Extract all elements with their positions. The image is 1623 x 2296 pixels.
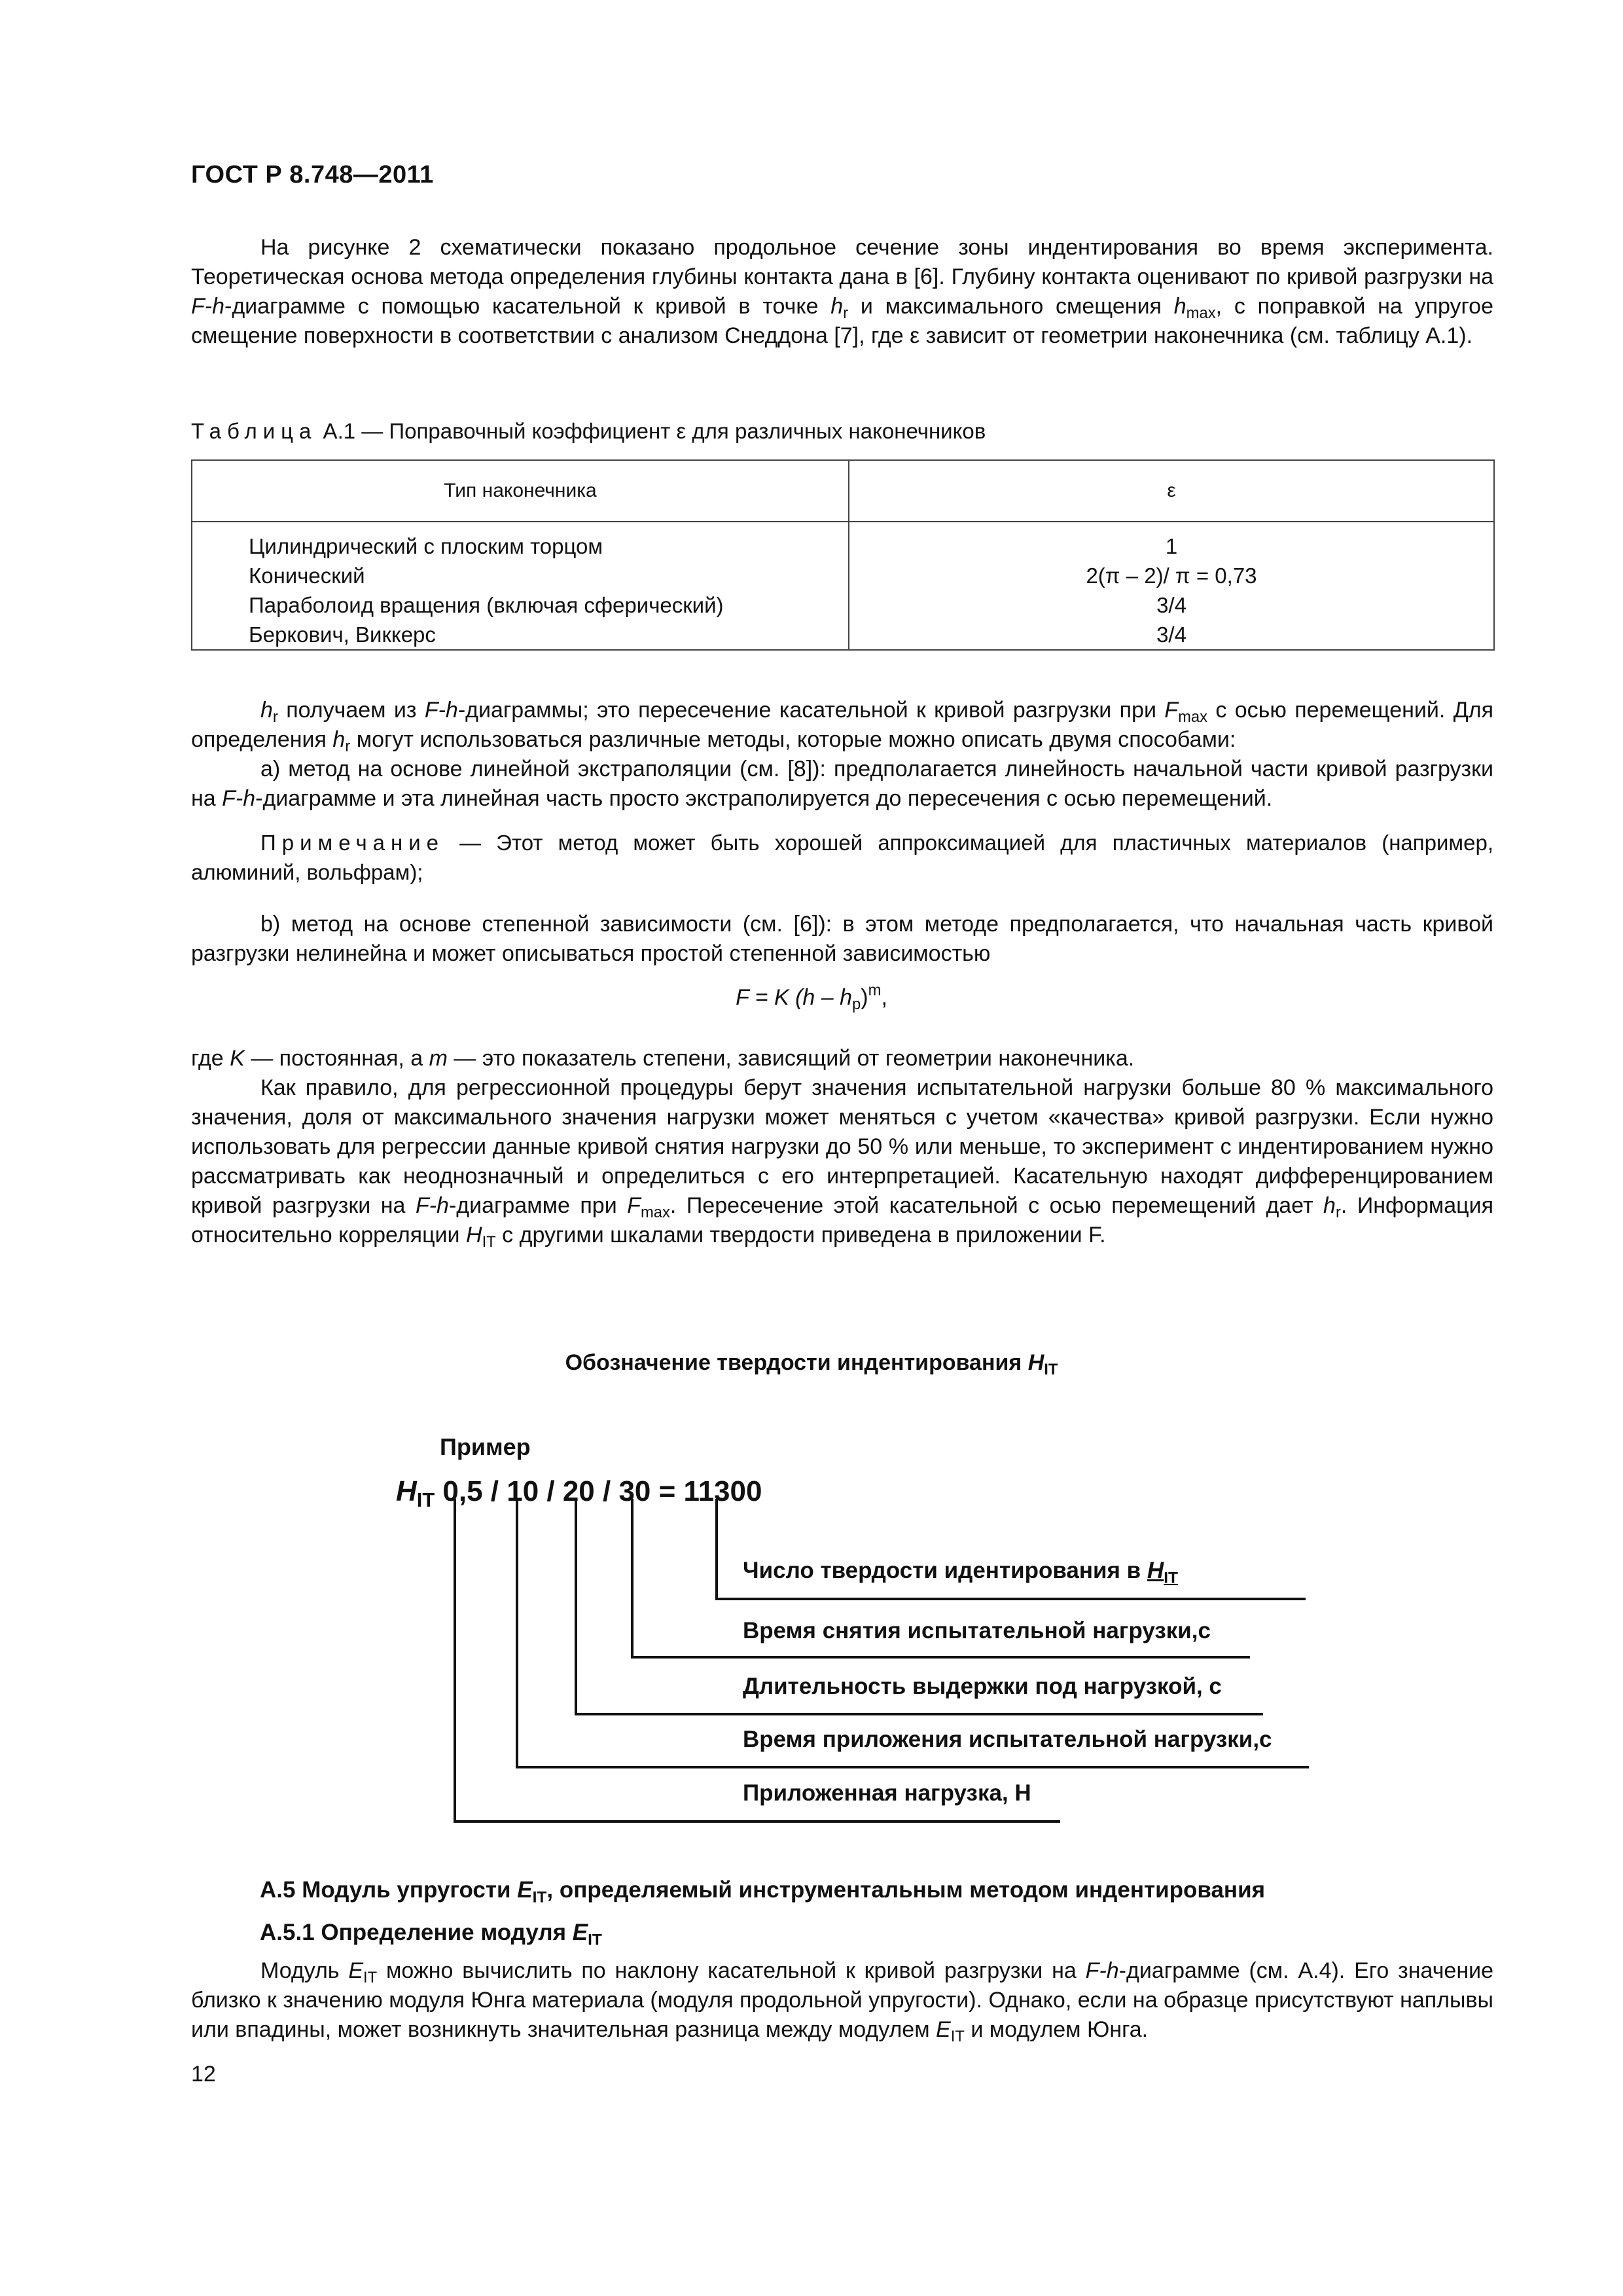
paragraph-modulus: Модуль $E_{IT}$ можно вычислить по наклону касательной к кривой разгрузки на F-h-диаграмме (см. А.4). Его значение близко к значению модуля Юнга материала (модуля продольной упругости). Однако, если на образце присутствуют наплывы или впадины, может возникнуть значительная разница между модулем $E_{IT}$ и модулем Юнга.: [191, 1958, 1493, 2046]
note: Примечание — Этот метод может быть хорошей аппроксимацией для пластичных материалов (например, алюминий, вольфрам);: [191, 831, 1493, 884]
paragraph-method-b: b) метод на основе степенной зависимости (см. [6]): в этом методе предполагается, что начальная часть кривой разгрузки нелинейна и может описываться простой степенной зависимостью: [191, 912, 1493, 966]
example-label: Пример: [440, 1433, 531, 1460]
page-number: 12: [191, 2062, 216, 2087]
paragraph-contact-depth: На рисунке 2 схематически показано продольное сечение зоны индентирования во время эксперимента. Теоретическая основа метода определения глубины контакта дана в [6]. Глубину контакта оценивают по кривой разгрузки на F-h-диаграмме с помощью касательной к кривой в точке $h_r$ и максимального смещения $h_{max}$, с поправкой на упругое смещение поверхности в соответствии с анализом Снеддона [7], где ε зависит от геометрии наконечника (см. таблицу А.1).: [191, 235, 1493, 348]
section-heading-a51: А.5.1 Определение модуля $E_{IT}$: [260, 1920, 602, 1949]
power-law-equation: F = K $(h - h_p)^m$,: [736, 981, 887, 1014]
label-applied-load: Приложенная нагрузка, Н: [743, 1780, 1031, 1806]
label-apply-time: Время приложения испытательной нагрузки,с: [743, 1727, 1272, 1752]
section-heading-a5: А.5 Модуль упругости $E_{IT}$, определяемый инструментальным методом индентирования: [260, 1877, 1266, 1907]
document-header: ГОСТ Р 8.748—2011: [191, 161, 434, 188]
hardness-code: $H_{IT}$ 0,5 / 10 / 20 / 30 = 11300: [396, 1475, 762, 1512]
paragraph-method-a: а) метод на основе линейной экстраполяции (см. [8]): предполагается линейность начальной части кривой разгрузки на F-h-диаграмме и эта линейная часть просто экстраполируется до пересечения с осью перемещений.: [191, 757, 1493, 811]
leader-line-load: [455, 1499, 1060, 1821]
tip-type-cell: Цилиндрический с плоским торцом: [249, 534, 603, 558]
table-caption: Таблица А.1 — Поправочный коэффициент ε для различных наконечников: [191, 419, 986, 443]
label-hold-time: Длительность выдержки под нагрузкой, с: [743, 1674, 1222, 1699]
leader-line-hardness: [717, 1499, 1306, 1599]
paragraph-hr-definition: $h_r$ получаем из F-h-диаграммы; это пересечение касательной к кривой разгрузки при $F_{max}$ с осью перемещений. Для определения $h_r$ могут использоваться различные методы, которые можно описать двумя способами:: [191, 698, 1493, 756]
epsilon-value-cell: 3/4: [1156, 593, 1186, 617]
paragraph-regression: Как правило, для регрессионной процедуры берут значения испытательной нагрузки больше 80 % максимального значения, доля от максимального значения нагрузки может меняться с учетом «качества» кривой разгрузки. Если нужно использовать для регрессии данные кривой снятия нагрузки до 50 % или меньше, то эксперимент с индентированием нужно рассматривать как неоднозначный и определиться с его интерпретацией. Касательную находят дифференцированием кривой разгрузки на F-h-диаграмме при $F_{max}$. Пересечение этой касательной с осью перемещений дает $h_r$. Информация относительно корреляции $H_{IT}$ с другими шкалами твердости приведена в приложении F.: [191, 1075, 1493, 1251]
paragraph-equation-legend: где K — постоянная, а m — это показатель степени, зависящий от геометрии наконечника.: [191, 1046, 1135, 1071]
figure-title: Обозначение твердости индентирования $H_{IT}$: [565, 1350, 1058, 1379]
column-header-epsilon: ε: [849, 460, 1494, 522]
tip-type-cell: Конический: [249, 564, 365, 588]
epsilon-value-cell: 3/4: [1156, 622, 1186, 647]
tip-type-cell: Беркович, Виккерс: [249, 622, 436, 647]
epsilon-value-cell: 2(π – 2)/ π = 0,73: [1086, 564, 1257, 588]
column-header-tip-type: Тип наконечника: [192, 460, 849, 522]
label-hardness-number: Число твердости идентирования в $H_{IT}$: [743, 1558, 1178, 1587]
epsilon-value-cell: 1: [1165, 534, 1178, 558]
tip-type-cell: Параболоид вращения (включая сферический): [249, 593, 724, 617]
label-unload-time: Время снятия испытательной нагрузки,с: [743, 1618, 1211, 1643]
